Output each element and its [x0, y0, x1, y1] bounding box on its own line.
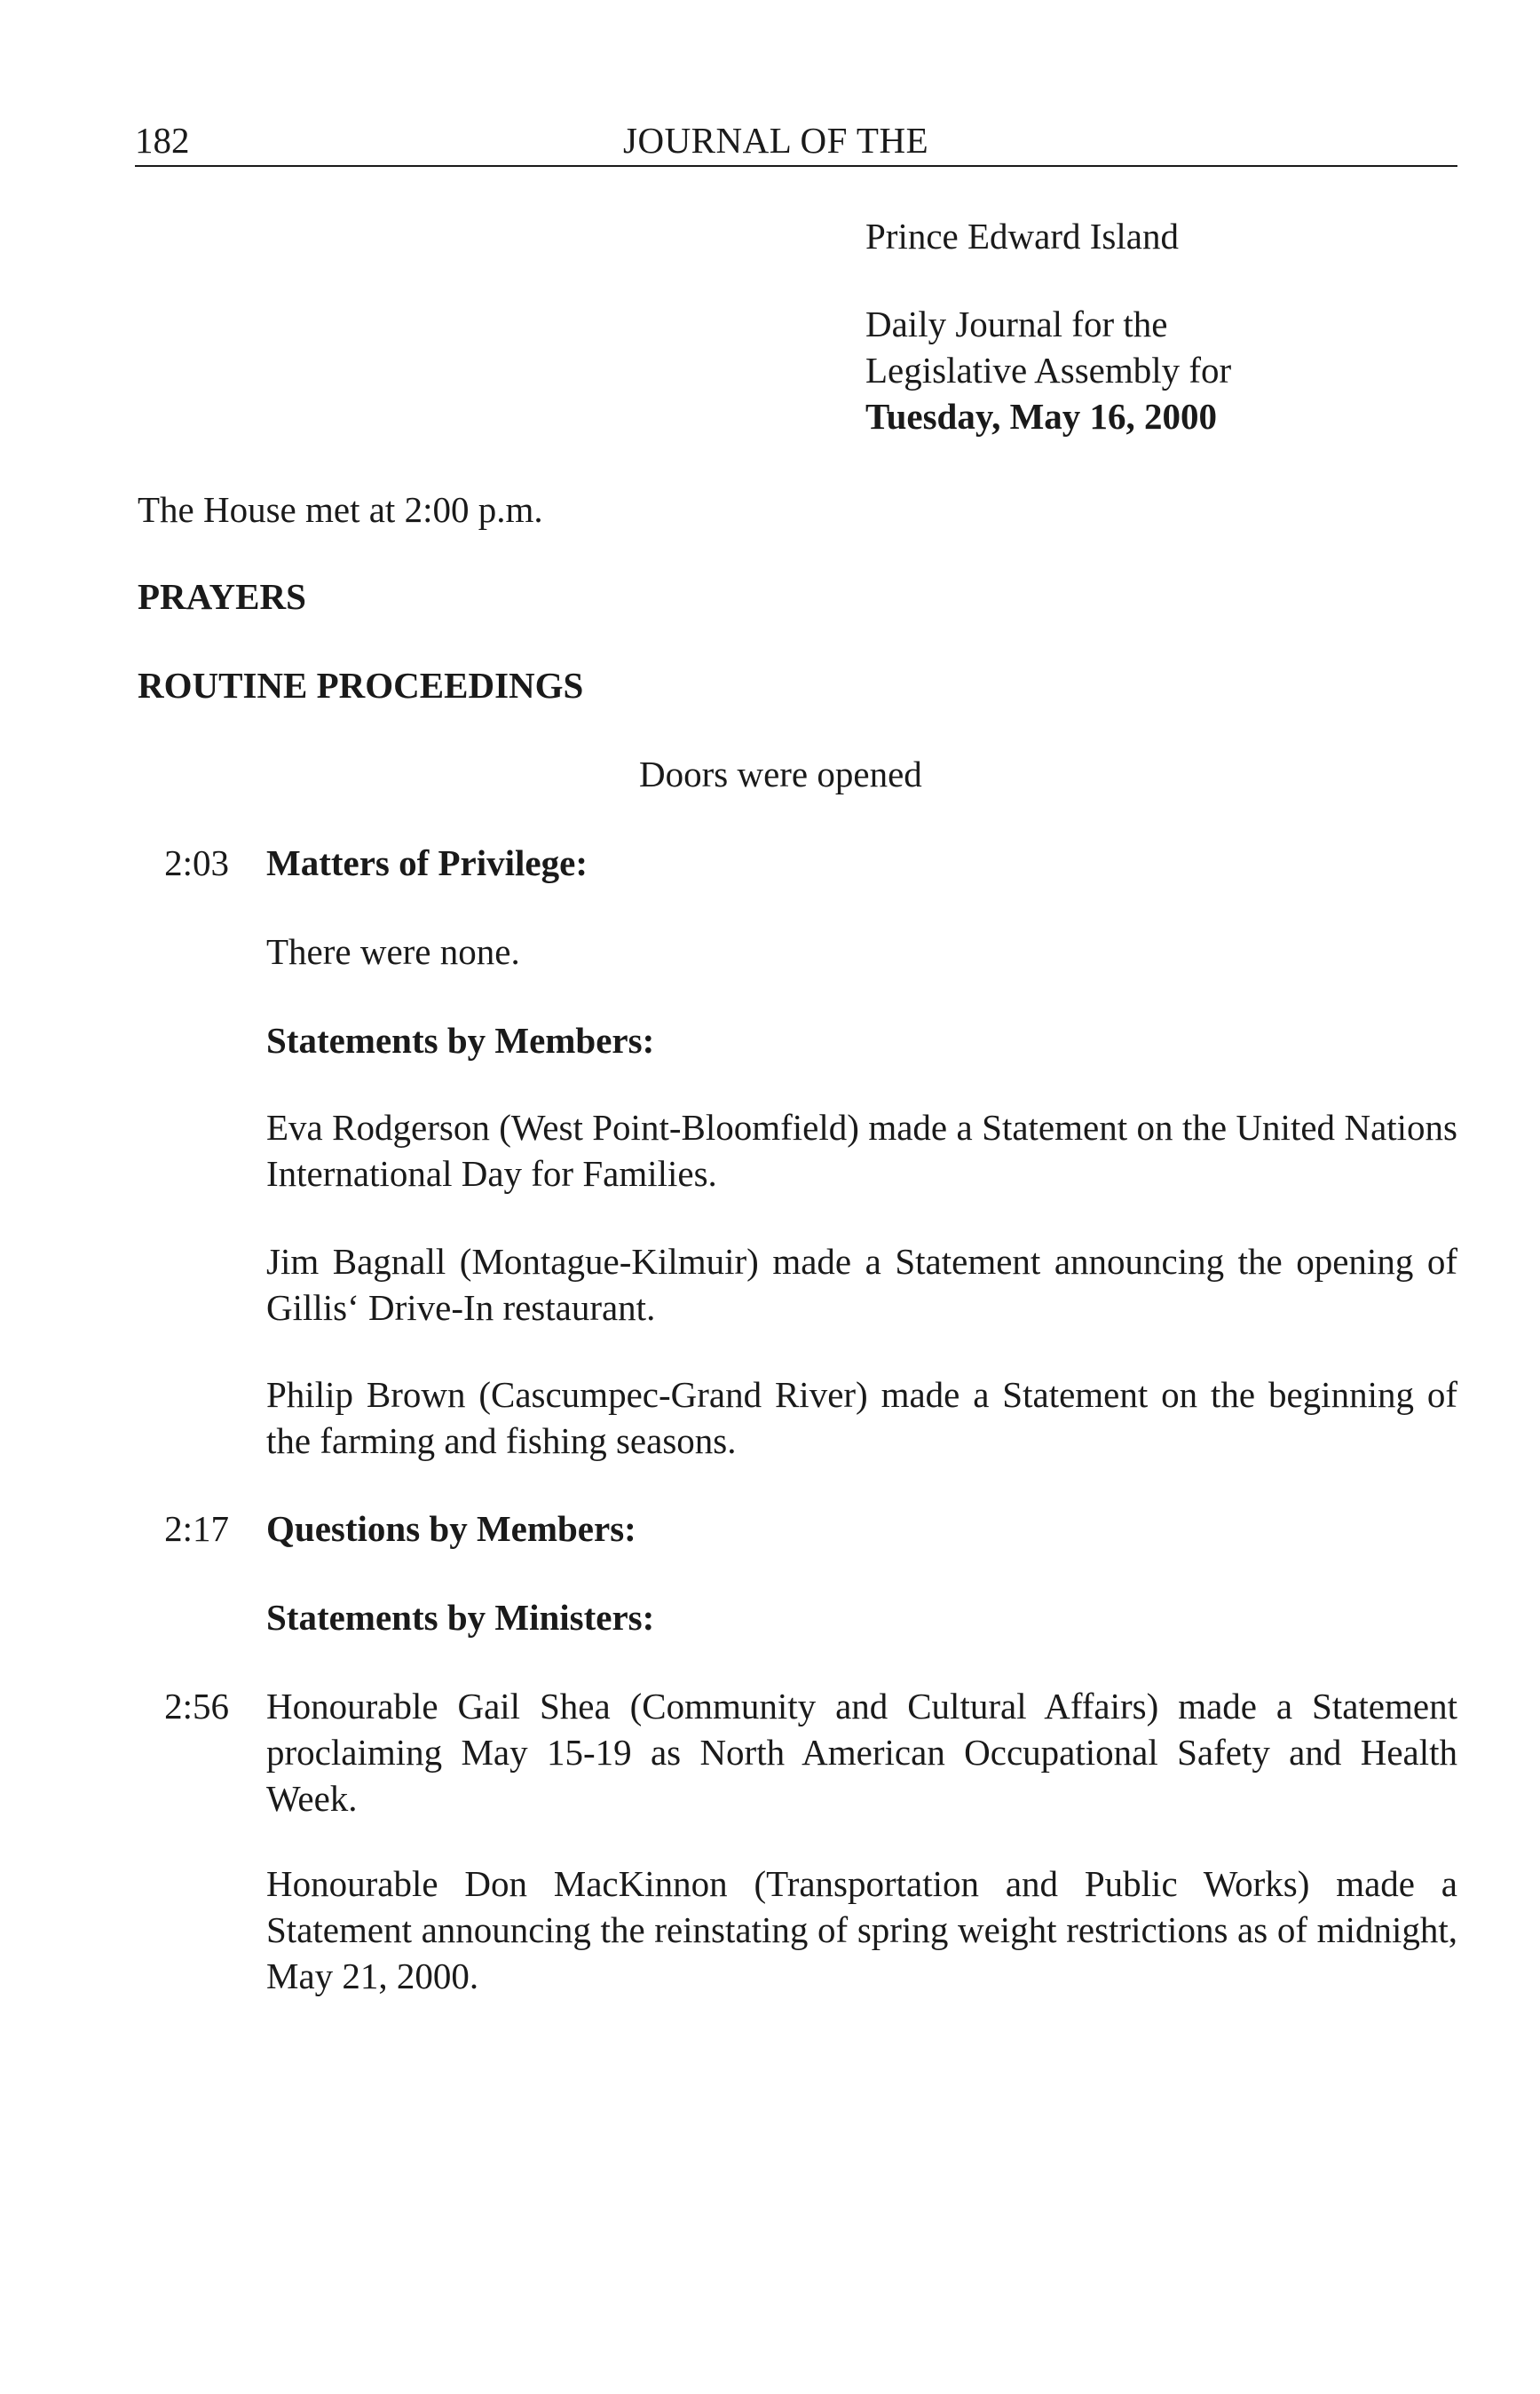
member-statement-3: Philip Brown (Cascumpec-Grand River) made a Statement on the beginning of the farming and fishing seasons. [266, 1374, 1457, 1461]
running-header [135, 115, 1457, 167]
time-privilege: 2:03 [164, 842, 229, 883]
province-name: Prince Edward Island [865, 216, 1179, 257]
prayers-heading: PRAYERS [138, 576, 306, 617]
journal-title: JOURNAL OF THE [623, 120, 929, 161]
statements-by-members-heading: Statements by Members: [266, 1020, 655, 1061]
house-met-line: The House met at 2:00 p.m. [138, 489, 543, 530]
page-number: 182 [135, 120, 190, 161]
time-ministers: 2:56 [164, 1686, 229, 1726]
sitting-date: Tuesday, May 16, 2000 [865, 396, 1218, 437]
minister-statement-2: Honourable Don MacKinnon (Transportation and Public Works) made a Statement announcing the reinstating of spring weight restrictions as of midnight, May 21, 2000. [266, 1863, 1457, 1996]
minister-statement-1: Honourable Gail Shea (Community and Cultural Affairs) made a Statement proclaiming May 15-19 as North American Occupational Safety and Health Week. [266, 1686, 1457, 1819]
time-questions: 2:17 [164, 1508, 229, 1549]
masthead-line-2: Legislative Assembly for [865, 350, 1232, 391]
masthead [865, 213, 1231, 439]
masthead-line-1: Daily Journal for the [865, 304, 1168, 344]
privilege-text: There were none. [266, 931, 520, 972]
matters-of-privilege-heading: Matters of Privilege: [266, 842, 588, 883]
member-statement-1: Eva Rodgerson (West Point-Bloomfield) made a Statement on the United Nations International Day for Families. [266, 1107, 1457, 1194]
doors-opened-note: Doors were opened [639, 754, 922, 794]
statements-by-ministers-heading: Statements by Ministers: [266, 1597, 655, 1638]
questions-by-members-heading: Questions by Members: [266, 1508, 636, 1549]
routine-proceedings-heading: ROUTINE PROCEEDINGS [138, 665, 584, 706]
member-statement-2: Jim Bagnall (Montague-Kilmuir) made a Statement announcing the opening of Gillis‘ Drive-In restaurant. [266, 1241, 1457, 1328]
